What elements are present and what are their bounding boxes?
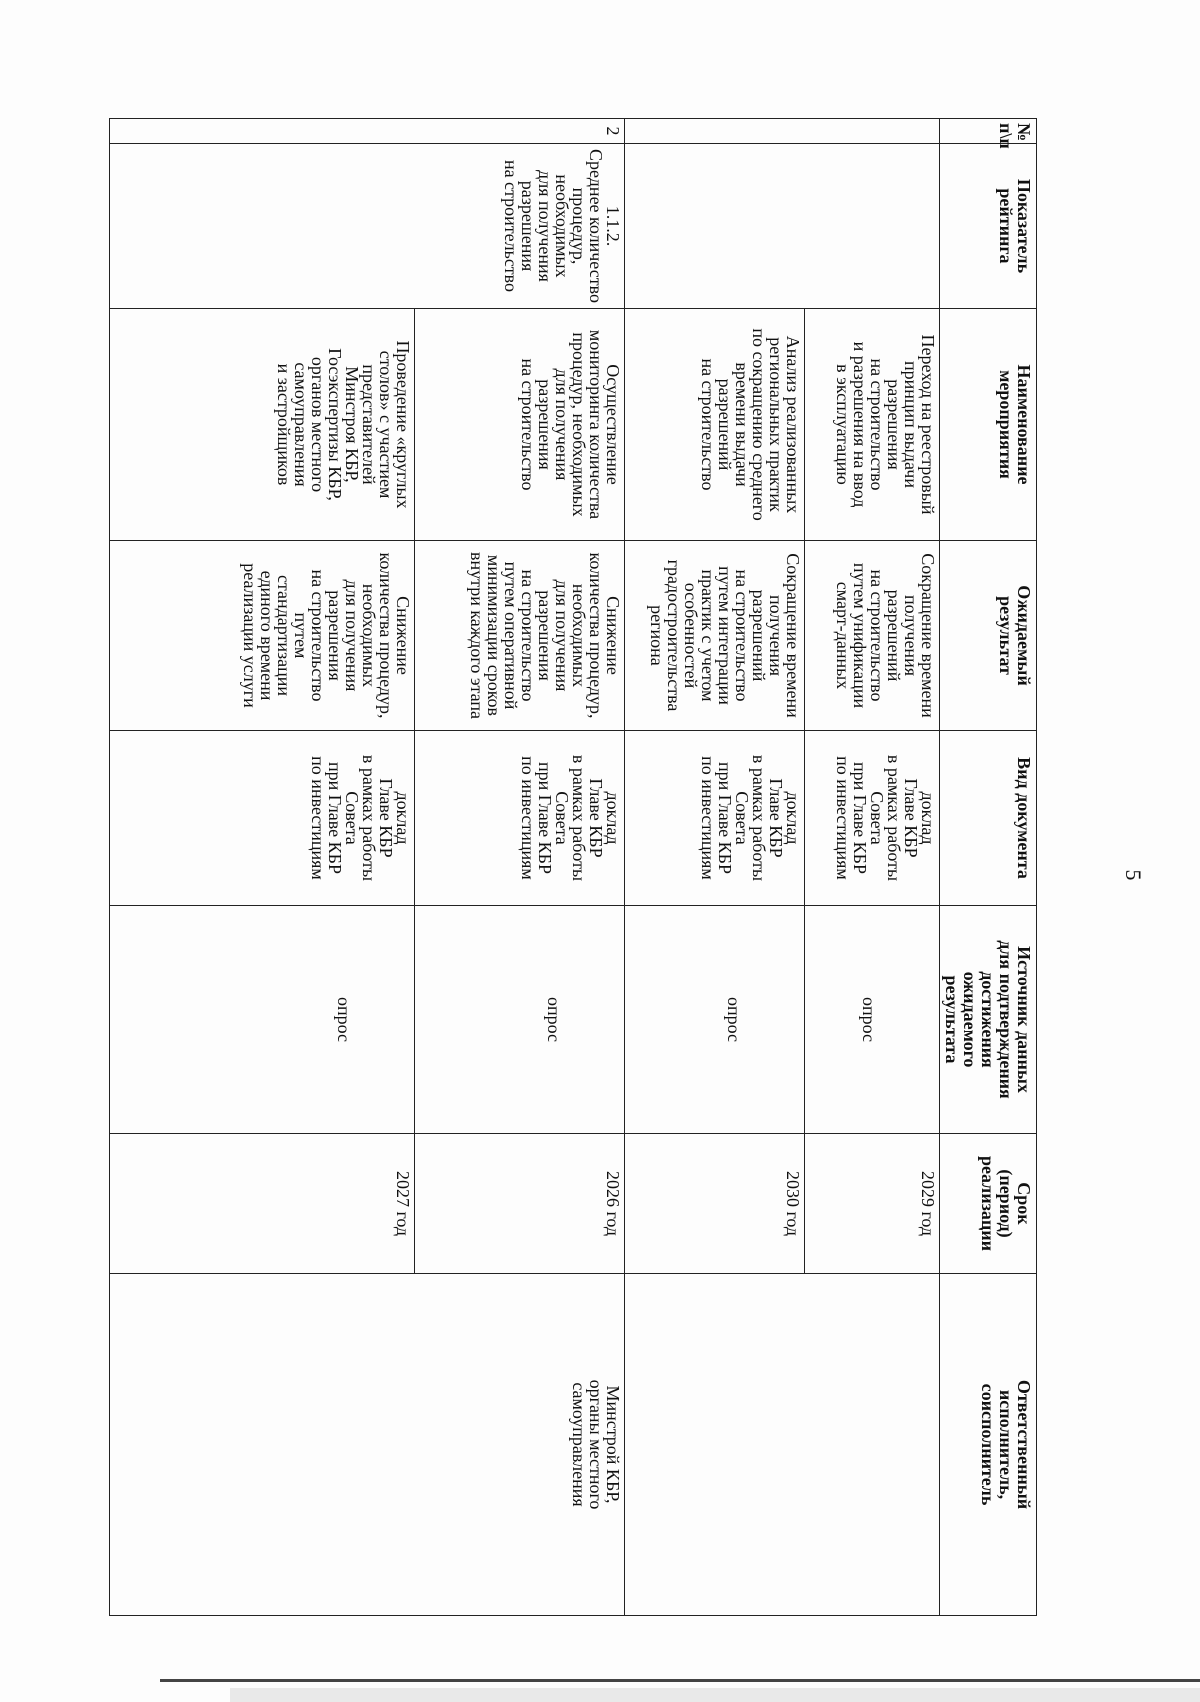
- activity-source: опрос: [415, 906, 625, 1134]
- activity-result: Снижение количества процедур, необходимых для получения разрешения на строительство путем оперативной минимизации сроков внутри каждого этапа: [415, 541, 625, 731]
- header-document: Вид документа: [940, 731, 1037, 906]
- activity-document: доклад Главе КБР в рамках работы Совета при Главе КБР по инвестициям: [625, 731, 805, 906]
- header-term: Срок (период) реализации: [940, 1134, 1037, 1274]
- activity-document: доклад Главе КБР в рамках работы Совета при Главе КБР по инвестициям: [110, 731, 415, 906]
- header-source: Источник данных для подтверждения достижения ожидаемого результата: [940, 906, 1037, 1134]
- indicator-name: 1.1.2. Среднее количество процедур, необходимых для получения разрешения на строительство: [110, 144, 625, 309]
- activity-name: Переход на реестровый принцип выдачи разрешения на строительство и разрешения на ввод в эксплуатацию: [805, 309, 940, 541]
- activity-term: 2030 год: [625, 1134, 805, 1274]
- activity-document: доклад Главе КБР в рамках работы Совета при Главе КБР по инвестициям: [805, 731, 940, 906]
- table-row: [415, 119, 625, 1616]
- activity-term: 2027 год: [110, 1134, 415, 1274]
- header-activity: Наименование мероприятия: [940, 309, 1037, 541]
- activity-document: доклад Главе КБР в рамках работы Совета при Главе КБР по инвестициям: [415, 731, 625, 906]
- scan-edge-shadow: [230, 1688, 1200, 1702]
- header-indicator: Показатель рейтинга: [940, 144, 1037, 309]
- activity-name: Анализ реализованных региональных практик по сокращению среднего времени выдачи разрешений на строительство: [625, 309, 805, 541]
- scan-edge-line: [160, 1679, 1200, 1682]
- activity-term: 2026 год: [415, 1134, 625, 1274]
- activity-name: Осуществление мониторинга количества процедур, необходимых для получения разрешения на строительство: [415, 309, 625, 541]
- header-responsible: Ответственный исполнитель, соисполнитель: [940, 1274, 1037, 1616]
- responsible-cell-empty: [625, 1274, 940, 1616]
- header-number: № п\п: [940, 119, 1037, 144]
- activity-term: 2029 год: [805, 1134, 940, 1274]
- activity-name: Проведение «круглых столов» с участием представителей Минстроя КБР, Госэкспертизы КБР, органов местного самоуправления и застройщиков: [110, 309, 415, 541]
- activity-source: опрос: [805, 906, 940, 1134]
- activity-result: Сокращение времени получения разрешений на строительство путем интеграции практик с учетом особенностей градостроительства региона: [625, 541, 805, 731]
- action-plan-table: [109, 118, 1037, 1616]
- activity-source: опрос: [110, 906, 415, 1134]
- responsible-cell: Минстрой КБР, органы местного самоуправления: [110, 1274, 625, 1616]
- table-row: [805, 119, 940, 1616]
- page-number: 5: [1121, 869, 1146, 881]
- number-cell-empty: [625, 119, 940, 144]
- activity-source: опрос: [625, 906, 805, 1134]
- rotated-table-sheet: [150, 118, 1037, 1615]
- indicator-cell-empty: [625, 144, 940, 309]
- header-result: Ожидаемый результат: [940, 541, 1037, 731]
- activity-result: Снижение количества процедур, необходимых для получения разрешения на строительство путем стандартизации единого времени реализации услуги: [110, 541, 415, 731]
- section-number: 2: [110, 119, 625, 144]
- header-row: [940, 119, 1037, 1616]
- activity-result: Сокращение времени получения разрешений на строительство путем унификации смарт-данных: [805, 541, 940, 731]
